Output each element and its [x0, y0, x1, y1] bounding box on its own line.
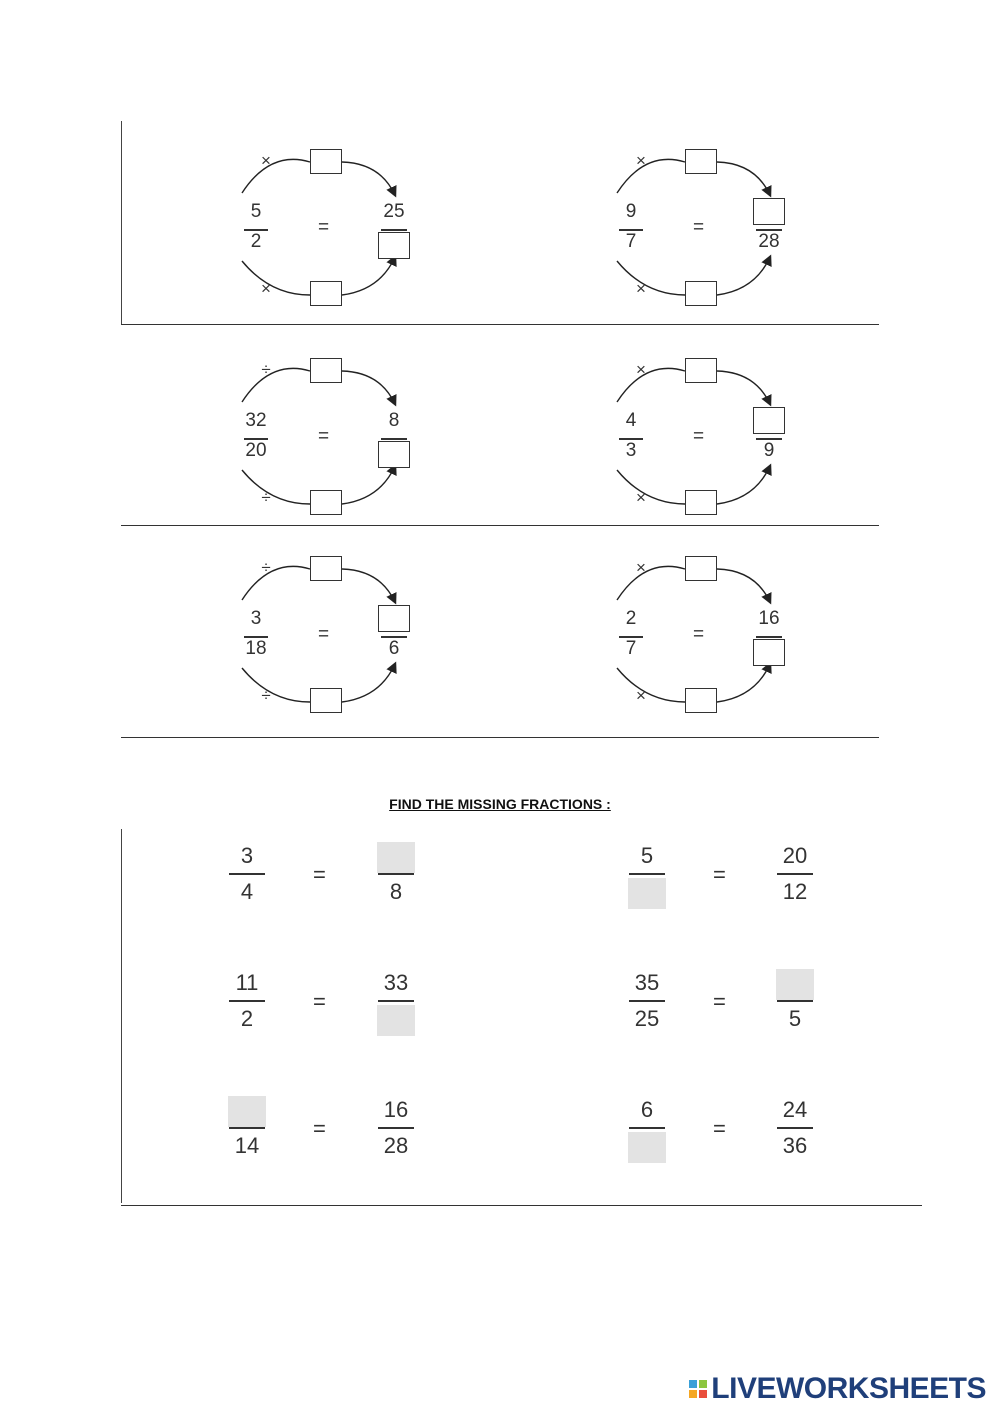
numerator: 33 [383, 970, 409, 995]
denominator: 12 [782, 878, 808, 904]
left-numerator: 3 [250, 608, 262, 629]
denominator: 14 [234, 1132, 260, 1158]
fraction-bar [229, 1000, 265, 1002]
fraction-bar [777, 1000, 813, 1002]
left-denominator: 7 [625, 638, 637, 659]
numerator: 16 [383, 1097, 409, 1122]
numerator: 6 [640, 1097, 654, 1122]
fraction-diagram [605, 354, 805, 544]
left-numerator: 2 [625, 608, 637, 629]
denominator: 5 [788, 1005, 802, 1031]
denominator: 8 [389, 878, 403, 904]
bottom-operator-box[interactable] [310, 688, 342, 713]
equals-sign: = [693, 624, 705, 645]
top-operator: × [636, 558, 646, 577]
fraction-bar [378, 1000, 414, 1002]
left-numerator: 4 [625, 410, 637, 431]
denominator: 28 [383, 1132, 409, 1158]
equals-sign: = [713, 1116, 726, 1141]
right-fraction-bar [381, 438, 407, 440]
fraction-right [770, 1096, 820, 1160]
fraction-bar [378, 873, 414, 875]
bottom-operator-box[interactable] [685, 281, 717, 306]
right-numerator-box[interactable] [753, 407, 785, 434]
top-operator-box[interactable] [310, 149, 342, 174]
left-denominator: 20 [245, 440, 267, 461]
logo-square-red [699, 1390, 707, 1398]
answer-input[interactable] [228, 1096, 266, 1127]
denominator: 36 [782, 1132, 808, 1158]
bottom-operator-box[interactable] [310, 281, 342, 306]
logo-text: LIVEWORKSHEETS [711, 1372, 986, 1405]
right-denominator-box[interactable] [378, 441, 410, 468]
right-denominator-box[interactable] [753, 639, 785, 666]
numerator: 24 [782, 1097, 808, 1122]
top-operator: × [261, 151, 271, 170]
right-numerator: 8 [388, 410, 400, 431]
fraction-bar [777, 1127, 813, 1129]
left-numerator: 9 [625, 201, 637, 222]
fraction-left [222, 969, 272, 1033]
fraction-bar [629, 1000, 665, 1002]
right-denominator: 6 [388, 638, 400, 659]
fraction-left [222, 842, 272, 906]
equals-sign: = [713, 862, 726, 887]
top-operator: × [636, 151, 646, 170]
left-numerator: 32 [245, 410, 267, 431]
left-denominator: 18 [245, 638, 267, 659]
right-fraction-bar [381, 229, 407, 231]
equals-sign: = [318, 217, 330, 238]
fraction-bar [378, 1127, 414, 1129]
bottom-operator: × [636, 488, 646, 507]
answer-input[interactable] [377, 1005, 415, 1036]
top-operator-box[interactable] [685, 556, 717, 581]
left-border-top [121, 121, 122, 325]
right-numerator: 16 [758, 608, 780, 629]
fraction-diagram [230, 145, 430, 335]
logo-square-green [699, 1380, 707, 1388]
fraction-bar [629, 873, 665, 875]
numerator: 11 [235, 970, 259, 995]
fraction-right [770, 842, 820, 906]
fraction-left [622, 1096, 672, 1160]
fraction-diagram [230, 354, 430, 544]
logo-square-blue [689, 1380, 697, 1388]
left-denominator: 3 [625, 440, 637, 461]
right-denominator: 28 [758, 231, 780, 252]
fraction-diagram [230, 552, 430, 742]
left-denominator: 7 [625, 231, 637, 252]
divider-bottom [121, 1205, 922, 1206]
fraction-right [770, 969, 820, 1033]
answer-input[interactable] [628, 1132, 666, 1163]
bottom-operator: ÷ [261, 488, 271, 507]
left-denominator: 2 [250, 231, 262, 252]
bottom-operator: × [261, 279, 271, 298]
liveworksheets-logo [689, 1372, 986, 1406]
answer-input[interactable] [377, 842, 415, 873]
denominator: 4 [240, 878, 254, 904]
fraction-bar [229, 1127, 265, 1129]
bottom-operator: × [636, 686, 646, 705]
fraction-right [371, 842, 421, 906]
top-operator-box[interactable] [310, 358, 342, 383]
numerator: 35 [634, 970, 660, 995]
right-denominator-box[interactable] [378, 232, 410, 259]
numerator: 5 [640, 843, 654, 868]
bottom-operator: × [636, 279, 646, 298]
fraction-right [371, 969, 421, 1033]
top-operator: ÷ [261, 558, 271, 577]
bottom-operator-box[interactable] [685, 490, 717, 515]
equals-sign: = [693, 217, 705, 238]
fraction-right [371, 1096, 421, 1160]
logo-square-orange [689, 1390, 697, 1398]
top-operator-box[interactable] [685, 149, 717, 174]
fraction-diagram [605, 145, 805, 335]
left-border-bottom [121, 829, 122, 1203]
top-operator-box[interactable] [685, 358, 717, 383]
equals-sign: = [313, 1116, 326, 1141]
equals-sign: = [313, 862, 326, 887]
logo-mark-icon [689, 1380, 707, 1398]
top-operator: ÷ [261, 360, 271, 379]
equals-sign: = [313, 989, 326, 1014]
fraction-left [622, 842, 672, 906]
right-fraction-bar [756, 636, 782, 638]
denominator: 25 [634, 1005, 660, 1031]
answer-input[interactable] [776, 969, 814, 1000]
bottom-operator: ÷ [261, 686, 271, 705]
answer-input[interactable] [628, 878, 666, 909]
equals-sign: = [318, 624, 330, 645]
denominator: 2 [240, 1005, 254, 1031]
bottom-operator-box[interactable] [310, 490, 342, 515]
numerator: 3 [240, 843, 254, 868]
right-numerator-box[interactable] [378, 605, 410, 632]
top-operator: × [636, 360, 646, 379]
equals-sign: = [693, 426, 705, 447]
numerator: 20 [782, 843, 808, 868]
right-denominator: 9 [763, 440, 775, 461]
fraction-bar [777, 873, 813, 875]
fraction-bar [629, 1127, 665, 1129]
fraction-left [622, 969, 672, 1033]
section-title: FIND THE MISSING FRACTIONS : [389, 796, 611, 812]
fraction-left [222, 1096, 272, 1160]
equals-sign: = [318, 426, 330, 447]
equals-sign: = [713, 989, 726, 1014]
fraction-bar [229, 873, 265, 875]
fraction-diagram [605, 552, 805, 742]
top-operator-box[interactable] [310, 556, 342, 581]
right-numerator: 25 [383, 201, 405, 222]
left-numerator: 5 [250, 201, 262, 222]
right-numerator-box[interactable] [753, 198, 785, 225]
bottom-operator-box[interactable] [685, 688, 717, 713]
